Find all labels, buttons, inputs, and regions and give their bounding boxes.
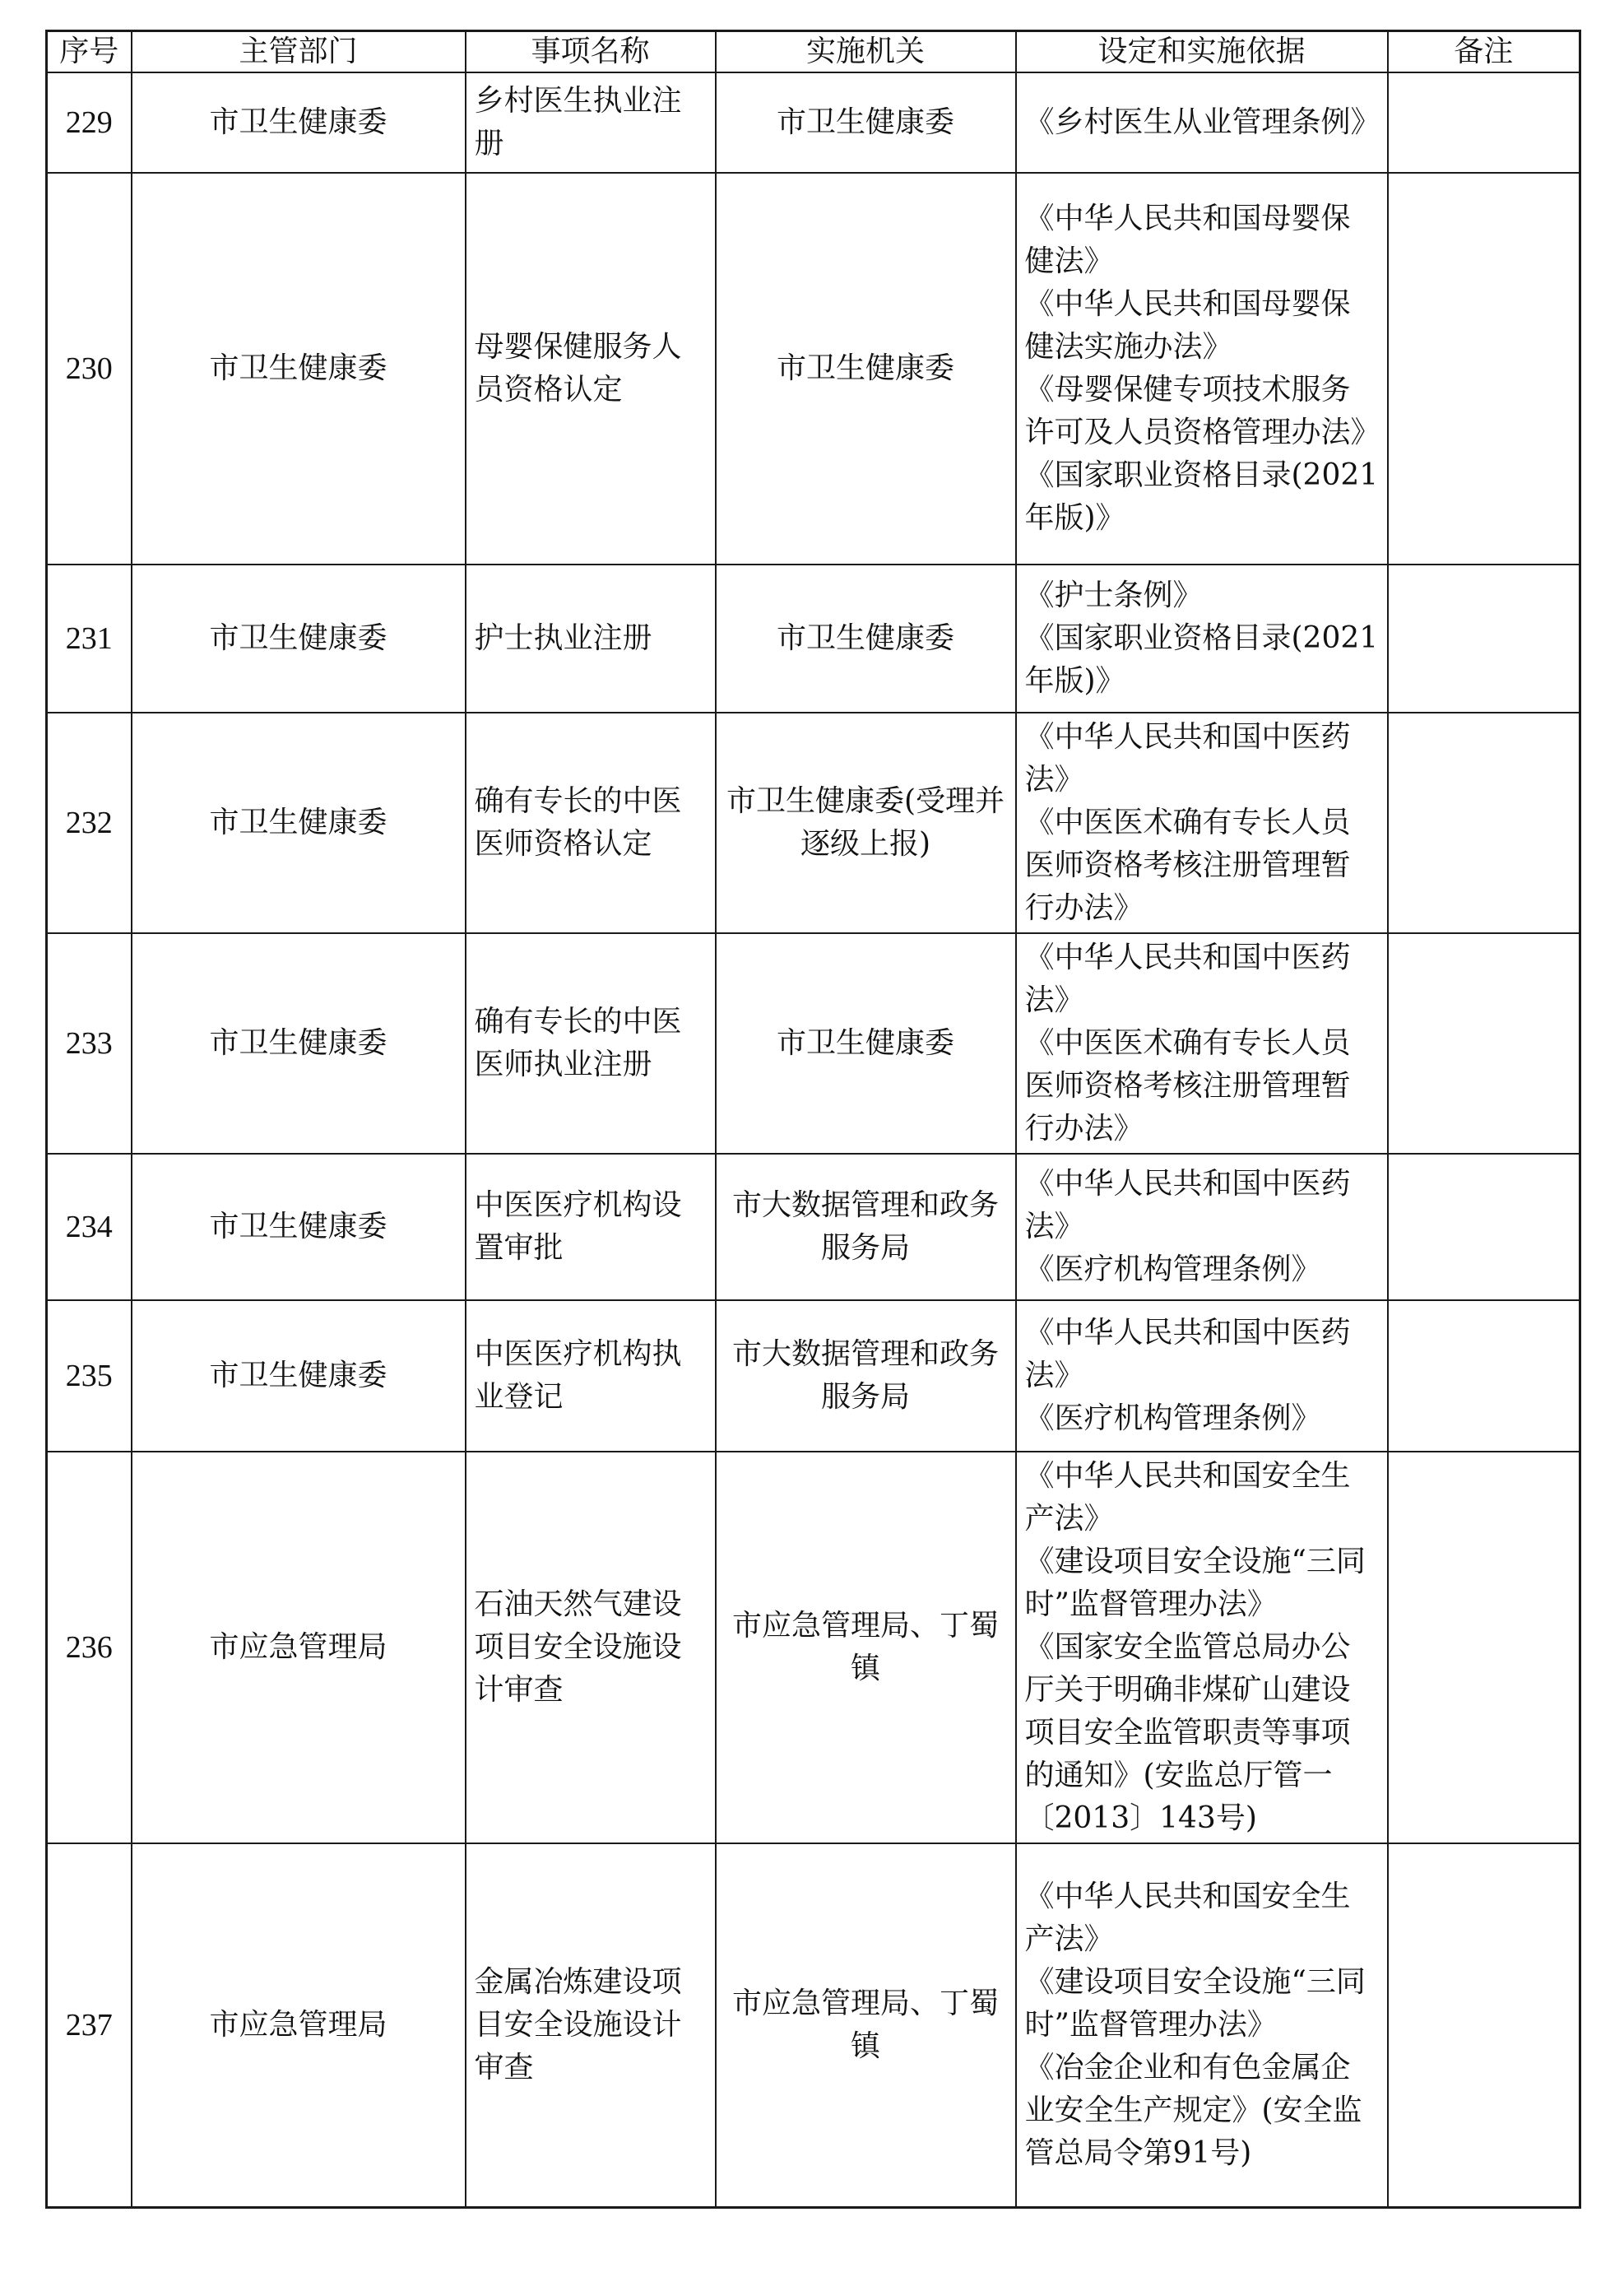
cell-item-name: 母婴保健服务人员资格认定 (466, 173, 716, 565)
table-row (47, 1843, 1580, 2207)
cell-department: 市卫生健康委 (132, 1154, 466, 1300)
basis-line: 《中华人民共和国中医药法》 (1024, 1167, 1351, 1243)
cell-item-name: 确有专长的中医医师执业注册 (466, 933, 716, 1154)
cell-item-name: 护士执业注册 (466, 565, 716, 713)
cell-agency: 市卫生健康委 (716, 565, 1016, 713)
cell-basis (1016, 72, 1388, 173)
cell-basis (1016, 933, 1388, 1154)
table-row (47, 173, 1580, 565)
cell-serial: 229 (47, 72, 132, 173)
cell-serial: 230 (47, 173, 132, 565)
cell-note (1388, 1843, 1580, 2207)
basis-line: 《国家职业资格目录(2021年版)》 (1024, 458, 1379, 535)
basis-line: 《医疗机构管理条例》 (1024, 1401, 1321, 1435)
header-department: 主管部门 (132, 31, 466, 73)
cell-item-name: 乡村医生执业注册 (466, 72, 716, 173)
table-row (47, 72, 1580, 173)
table-row (47, 933, 1580, 1154)
table-row (47, 1300, 1580, 1452)
cell-serial: 237 (47, 1843, 132, 2207)
cell-note (1388, 173, 1580, 565)
cell-note (1388, 713, 1580, 933)
cell-agency: 市卫生健康委 (716, 72, 1016, 173)
cell-department: 市卫生健康委 (132, 713, 466, 933)
cell-department: 市应急管理局 (132, 1843, 466, 2207)
cell-note (1388, 933, 1580, 1154)
basis-line: 《中华人民共和国母婴保健法》 (1024, 202, 1351, 278)
table-row (47, 1154, 1580, 1300)
cell-department: 市应急管理局 (132, 1452, 466, 1843)
approval-items-table (45, 30, 1581, 2209)
cell-basis (1016, 565, 1388, 713)
cell-serial: 234 (47, 1154, 132, 1300)
cell-agency: 市卫生健康委(受理并逐级上报) (716, 713, 1016, 933)
document-page (45, 30, 1579, 2209)
cell-note (1388, 72, 1580, 173)
cell-agency: 市应急管理局、丁蜀镇 (716, 1843, 1016, 2207)
cell-note (1388, 1300, 1580, 1452)
cell-department: 市卫生健康委 (132, 72, 466, 173)
basis-line: 《乡村医生从业管理条例》 (1024, 105, 1380, 139)
cell-agency: 市大数据管理和政务服务局 (716, 1154, 1016, 1300)
cell-agency: 市大数据管理和政务服务局 (716, 1300, 1016, 1452)
cell-department: 市卫生健康委 (132, 933, 466, 1154)
basis-line: 《国家安全监管总局办公厅关于明确非煤矿山建设项目安全监管职责等事项的通知》(安监总厅管一〔2013〕143号) (1024, 1630, 1351, 1835)
cell-item-name: 中医医疗机构设置审批 (466, 1154, 716, 1300)
cell-agency: 市应急管理局、丁蜀镇 (716, 1452, 1016, 1843)
basis-line: 《建设项目安全设施“三同时”监督管理办法》 (1024, 1964, 1366, 2042)
cell-serial: 231 (47, 565, 132, 713)
basis-line: 《中医医术确有专长人员医师资格考核注册管理暂行办法》 (1024, 1026, 1351, 1146)
header-serial: 序号 (47, 31, 132, 73)
cell-item-name: 中医医疗机构执业登记 (466, 1300, 716, 1452)
basis-line: 《建设项目安全设施“三同时”监督管理办法》 (1024, 1545, 1366, 1621)
cell-department: 市卫生健康委 (132, 565, 466, 713)
basis-line: 《护士条例》 (1024, 579, 1203, 612)
table-row (47, 1452, 1580, 1843)
header-basis: 设定和实施依据 (1016, 31, 1388, 73)
cell-basis (1016, 173, 1388, 565)
basis-line: 《母婴保健专项技术服务许可及人员资格管理办法》 (1024, 373, 1380, 449)
cell-agency: 市卫生健康委 (716, 173, 1016, 565)
header-item-name: 事项名称 (466, 31, 716, 73)
cell-agency: 市卫生健康委 (716, 933, 1016, 1154)
cell-basis (1016, 1154, 1388, 1300)
basis-line: 《中华人民共和国中医药法》 (1024, 941, 1351, 1017)
cell-basis (1016, 1300, 1388, 1452)
cell-item-name: 金属冶炼建设项目安全设施设计审查 (466, 1843, 716, 2207)
cell-serial: 235 (47, 1300, 132, 1452)
table-header-row (47, 31, 1580, 73)
basis-line: 《医疗机构管理条例》 (1024, 1252, 1321, 1286)
cell-note (1388, 565, 1580, 713)
cell-serial: 233 (47, 933, 132, 1154)
cell-note (1388, 1452, 1580, 1843)
cell-serial: 232 (47, 713, 132, 933)
cell-basis (1016, 1843, 1388, 2207)
basis-line: 《国家职业资格目录(2021年版)》 (1024, 621, 1379, 698)
cell-serial: 236 (47, 1452, 132, 1843)
table-row (47, 713, 1580, 933)
basis-line: 《中华人民共和国母婴保健法实施办法》 (1024, 287, 1351, 364)
cell-basis (1016, 713, 1388, 933)
cell-item-name: 确有专长的中医医师资格认定 (466, 713, 716, 933)
header-note: 备注 (1388, 31, 1580, 73)
basis-line: 《冶金企业和有色金属企业安全生产规定》(安全监管总局令第91号) (1024, 2050, 1362, 2170)
header-agency: 实施机关 (716, 31, 1016, 73)
cell-item-name: 石油天然气建设项目安全设施设计审查 (466, 1452, 716, 1843)
basis-line: 《中华人民共和国中医药法》 (1024, 1316, 1351, 1392)
basis-line: 《中医医术确有专长人员医师资格考核注册管理暂行办法》 (1024, 806, 1351, 925)
basis-line: 《中华人民共和国安全生产法》 (1024, 1459, 1351, 1536)
cell-basis (1016, 1452, 1388, 1843)
table-row (47, 565, 1580, 713)
basis-line: 《中华人民共和国安全生产法》 (1024, 1879, 1351, 1956)
cell-note (1388, 1154, 1580, 1300)
cell-department: 市卫生健康委 (132, 173, 466, 565)
basis-line: 《中华人民共和国中医药法》 (1024, 720, 1351, 797)
cell-department: 市卫生健康委 (132, 1300, 466, 1452)
